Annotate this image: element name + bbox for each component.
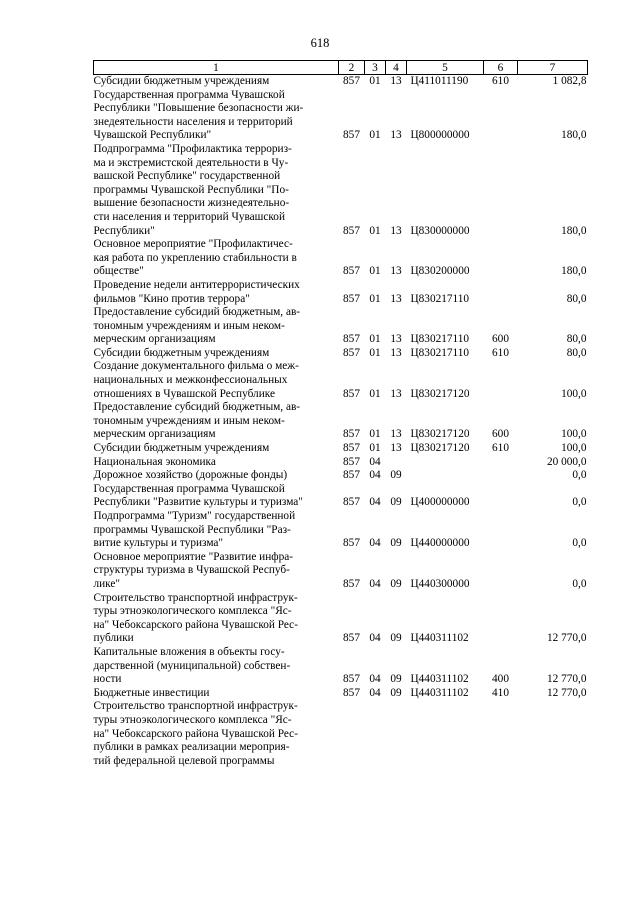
target-article-code: Ц440311102 — [410, 686, 469, 699]
section-code: 01 — [369, 346, 381, 359]
table-row — [94, 510, 588, 551]
subsection-code: 09 — [390, 632, 402, 645]
row-name — [94, 456, 339, 470]
section-code: 01 — [369, 75, 381, 87]
target-article-code: Ц830217110 — [410, 333, 470, 346]
subsection-code: 09 — [390, 686, 402, 699]
table-row — [94, 469, 588, 483]
section-code: 04 — [369, 686, 381, 699]
row-name-line: Капитальные вложения в объекты госу- — [93, 645, 285, 658]
row-name-line: программы Чувашской Республики "Раз- — [93, 523, 291, 536]
row-name-line: отношениях в Чувашской Республике — [93, 387, 275, 400]
amount: 12 770,0 — [546, 686, 587, 699]
section-code: 01 — [369, 265, 381, 278]
row-name-line: мерческим организациям — [93, 428, 216, 441]
row-name-line: вышение безопасности жизнедеятельно- — [93, 197, 290, 210]
row-name-line: лике" — [93, 577, 121, 590]
table-row — [94, 238, 588, 279]
row-name-line: Республики "Развитие культуры и туризма" — [93, 496, 303, 509]
ministry-code: 857 — [343, 333, 360, 346]
row-name-line: Чувашской Республики" — [93, 129, 212, 142]
row-name-line: Строительство транспортной инфраструк- — [93, 700, 298, 713]
table-row — [94, 646, 588, 687]
row-name — [94, 700, 339, 768]
ministry-code: 857 — [343, 577, 360, 590]
expense-type-code — [484, 279, 518, 306]
ministry-code: 857 — [343, 496, 360, 509]
section-code: 04 — [369, 537, 381, 550]
section-code: 01 — [369, 387, 381, 400]
column-header: 2 — [339, 61, 365, 75]
row-name — [94, 360, 339, 401]
row-name-line: Государственная программа Чувашской — [93, 482, 285, 495]
section-code: 01 — [369, 442, 381, 455]
row-name-line: Строительство транспортной инфраструк- — [93, 591, 298, 604]
subsection-code: 09 — [390, 577, 402, 590]
target-article-code — [407, 700, 484, 768]
row-name-line: Подпрограмма "Профилактика террориз- — [93, 142, 292, 155]
row-name — [94, 238, 339, 279]
amount: 20 000,0 — [546, 455, 587, 468]
row-name-line: мерческим организациям — [93, 333, 216, 346]
row-name-line: структуры туризма в Чувашской Респуб- — [93, 564, 290, 577]
row-name — [94, 687, 339, 701]
row-name — [94, 442, 339, 456]
ministry-code: 857 — [343, 224, 360, 237]
ministry-code: 857 — [343, 673, 360, 686]
subsection-code: 09 — [390, 673, 402, 686]
amount: 0,0 — [572, 469, 587, 482]
amount: 180,0 — [561, 224, 587, 237]
row-name-line: Республики" — [93, 224, 155, 237]
row-name — [94, 306, 339, 347]
row-name-line: национальных и межконфессиональных — [93, 374, 288, 387]
row-name-line: Государственная программа Чувашской — [93, 88, 285, 101]
row-name — [94, 401, 339, 442]
section-code: 01 — [369, 129, 381, 142]
expense-type-code: 600 — [492, 428, 509, 441]
row-name-line: тономным учреждениям и иным неком- — [93, 414, 285, 427]
target-article-code: Ц400000000 — [410, 496, 470, 509]
column-header: 6 — [484, 61, 518, 75]
table-body — [94, 75, 588, 769]
amount: 100,0 — [561, 428, 587, 441]
subsection-code: 13 — [390, 387, 402, 400]
target-article-code: Ц830217120 — [410, 442, 470, 455]
amount: 1 082,8 — [552, 75, 587, 87]
row-name-line: вашской Республике" государственной — [93, 170, 281, 183]
ministry-code: 857 — [343, 346, 360, 359]
amount: 0,0 — [572, 496, 587, 509]
table-row — [94, 483, 588, 510]
section-code: 04 — [369, 455, 381, 468]
amount: 12 770,0 — [546, 632, 587, 645]
row-name-line: Основное мероприятие "Развитие инфра- — [93, 550, 293, 563]
ministry-code: 857 — [343, 428, 360, 441]
expense-type-code: 400 — [492, 673, 509, 686]
amount — [518, 700, 588, 768]
expense-type-code: 610 — [492, 346, 509, 359]
target-article-code: Ц440300000 — [410, 577, 470, 590]
budget-table — [93, 60, 588, 768]
target-article-code: Ц830217120 — [410, 428, 470, 441]
table-row — [94, 279, 588, 306]
section-code: 04 — [369, 469, 381, 482]
row-name-line: витие культуры и туризма" — [93, 537, 224, 550]
row-name-line: Национальная экономика — [93, 455, 216, 468]
ministry-code: 857 — [343, 537, 360, 550]
row-name-line: Субсидии бюджетным учреждениям — [93, 442, 270, 455]
ministry-code: 857 — [343, 292, 360, 305]
expense-type-code — [484, 551, 518, 592]
row-name-line: Проведение недели антитеррористических — [93, 278, 300, 291]
row-name-line: Республики "Повышение безопасности жи- — [93, 102, 304, 115]
row-name-line: знедеятельности населения и территорий — [93, 115, 293, 128]
row-name-line: программы Чувашской Республики "По- — [93, 183, 289, 196]
subsection-code: 09 — [390, 469, 402, 482]
ministry-code: 857 — [343, 632, 360, 645]
table-row — [94, 347, 588, 361]
expense-type-code — [484, 143, 518, 238]
subsection-code: 13 — [390, 129, 402, 142]
amount: 0,0 — [572, 577, 587, 590]
column-header: 5 — [407, 61, 484, 75]
table-row — [94, 360, 588, 401]
column-header: 4 — [386, 61, 407, 75]
target-article-code — [407, 456, 484, 470]
section-code: 01 — [369, 224, 381, 237]
section-code: 04 — [369, 673, 381, 686]
subsection-code: 13 — [390, 75, 402, 87]
row-name — [94, 483, 339, 510]
target-article-code — [407, 469, 484, 483]
row-name-line: Бюджетные инвестиции — [93, 686, 210, 699]
row-name — [94, 279, 339, 306]
table-header — [94, 61, 588, 75]
ministry-code: 857 — [343, 129, 360, 142]
amount: 80,0 — [566, 346, 587, 359]
row-name — [94, 75, 339, 89]
target-article-code: Ц830217110 — [410, 346, 470, 359]
row-name — [94, 143, 339, 238]
target-article-code: Ц830000000 — [410, 224, 470, 237]
row-name — [94, 469, 339, 483]
table-row — [94, 687, 588, 701]
expense-type-code — [484, 360, 518, 401]
row-name-line: Предоставление субсидий бюджетным, ав- — [93, 401, 301, 414]
section-code: 01 — [369, 333, 381, 346]
column-header: 7 — [518, 61, 588, 75]
expense-type-code: 600 — [492, 333, 509, 346]
table-row — [94, 89, 588, 143]
row-name-line: Дорожное хозяйство (дорожные фонды) — [93, 469, 288, 482]
section-code: 04 — [369, 632, 381, 645]
subsection-code: 13 — [390, 265, 402, 278]
table-row — [94, 75, 588, 89]
section-code: 04 — [369, 577, 381, 590]
row-name-line: обществе" — [93, 265, 144, 278]
expense-type-code — [484, 89, 518, 143]
expense-type-code — [484, 238, 518, 279]
amount: 180,0 — [561, 265, 587, 278]
subsection-code — [386, 700, 407, 768]
table-row — [94, 306, 588, 347]
subsection-code: 13 — [390, 224, 402, 237]
amount: 0,0 — [572, 537, 587, 550]
subsection-code: 13 — [390, 346, 402, 359]
row-name-line: публики в рамках реализации мероприя- — [93, 741, 290, 754]
table-row — [94, 551, 588, 592]
row-name-line: сти населения и территорий Чувашской — [93, 210, 285, 223]
page-number: 618 — [310, 36, 330, 50]
subsection-code: 13 — [390, 428, 402, 441]
target-article-code: Ц440000000 — [410, 537, 470, 550]
target-article-code: Ц800000000 — [410, 129, 470, 142]
subsection-code: 09 — [390, 496, 402, 509]
row-name-line: тий федеральной целевой программы — [93, 754, 275, 767]
table-row — [94, 143, 588, 238]
ministry-code: 857 — [343, 75, 360, 87]
row-name-line: Субсидии бюджетным учреждениям — [93, 346, 270, 359]
subsection-code — [386, 456, 407, 470]
row-name-line: на" Чебоксарского района Чувашской Рес- — [93, 727, 298, 740]
row-name-line: кая работа по укреплению стабильности в — [93, 251, 297, 264]
row-name-line: туры этноэкологического комплекса "Яс- — [93, 605, 292, 618]
subsection-code: 13 — [390, 333, 402, 346]
row-name-line: ности — [93, 673, 122, 686]
target-article-code: Ц830217110 — [410, 292, 470, 305]
ministry-code: 857 — [343, 469, 360, 482]
subsection-code: 09 — [390, 537, 402, 550]
row-name-line: туры этноэкологического комплекса "Яс- — [93, 713, 292, 726]
amount: 100,0 — [561, 442, 587, 455]
row-name-line: Предоставление субсидий бюджетным, ав- — [93, 306, 301, 319]
table-row — [94, 442, 588, 456]
column-header: 3 — [365, 61, 386, 75]
row-name-line: Субсидии бюджетным учреждениям — [93, 75, 270, 87]
table-row — [94, 700, 588, 768]
ministry-code: 857 — [343, 265, 360, 278]
target-article-code: Ц440311102 — [410, 673, 469, 686]
ministry-code — [339, 700, 365, 768]
ministry-code: 857 — [343, 686, 360, 699]
row-name — [94, 551, 339, 592]
row-name — [94, 89, 339, 143]
ministry-code: 857 — [343, 387, 360, 400]
expense-type-code: 610 — [492, 75, 509, 87]
column-header: 1 — [94, 61, 339, 75]
target-article-code: Ц830200000 — [410, 265, 470, 278]
section-code: 01 — [369, 428, 381, 441]
table-row — [94, 592, 588, 646]
section-code: 04 — [369, 496, 381, 509]
amount: 80,0 — [566, 292, 587, 305]
subsection-code: 13 — [390, 292, 402, 305]
subsection-code: 13 — [390, 442, 402, 455]
expense-type-code — [484, 592, 518, 646]
expense-type-code — [484, 510, 518, 551]
row-name — [94, 347, 339, 361]
target-article-code: Ц440311102 — [410, 632, 469, 645]
ministry-code: 857 — [343, 442, 360, 455]
row-name-line: тономным учреждениям и иным неком- — [93, 319, 285, 332]
row-name — [94, 646, 339, 687]
expense-type-code — [484, 483, 518, 510]
expense-type-code — [484, 700, 518, 768]
expense-type-code: 410 — [492, 686, 509, 699]
target-article-code: Ц830217120 — [410, 387, 470, 400]
row-name-line: Создание документального фильма о меж- — [93, 360, 299, 373]
table-row — [94, 401, 588, 442]
row-name-line: Подпрограмма "Туризм" государственной — [93, 510, 296, 522]
amount: 180,0 — [561, 129, 587, 142]
amount: 100,0 — [561, 387, 587, 400]
row-name-line: Основное мероприятие "Профилактичес- — [93, 238, 293, 251]
row-name-line: публики — [93, 632, 134, 645]
target-article-code: Ц411011190 — [410, 75, 469, 87]
row-name — [94, 592, 339, 646]
row-name-line: фильмов "Кино против террора" — [93, 292, 250, 305]
section-code: 01 — [369, 292, 381, 305]
expense-type-code — [484, 469, 518, 483]
ministry-code: 857 — [343, 455, 360, 468]
amount: 12 770,0 — [546, 673, 587, 686]
expense-type-code — [484, 456, 518, 470]
table-row — [94, 456, 588, 470]
row-name-line: дарственной (муниципальной) собствен- — [93, 659, 291, 672]
expense-type-code: 610 — [492, 442, 509, 455]
amount: 80,0 — [566, 333, 587, 346]
section-code — [365, 700, 386, 768]
row-name — [94, 510, 339, 551]
row-name-line: ма и экстремистской деятельности в Чу- — [93, 156, 289, 169]
row-name-line: на" Чебоксарского района Чувашской Рес- — [93, 618, 298, 631]
